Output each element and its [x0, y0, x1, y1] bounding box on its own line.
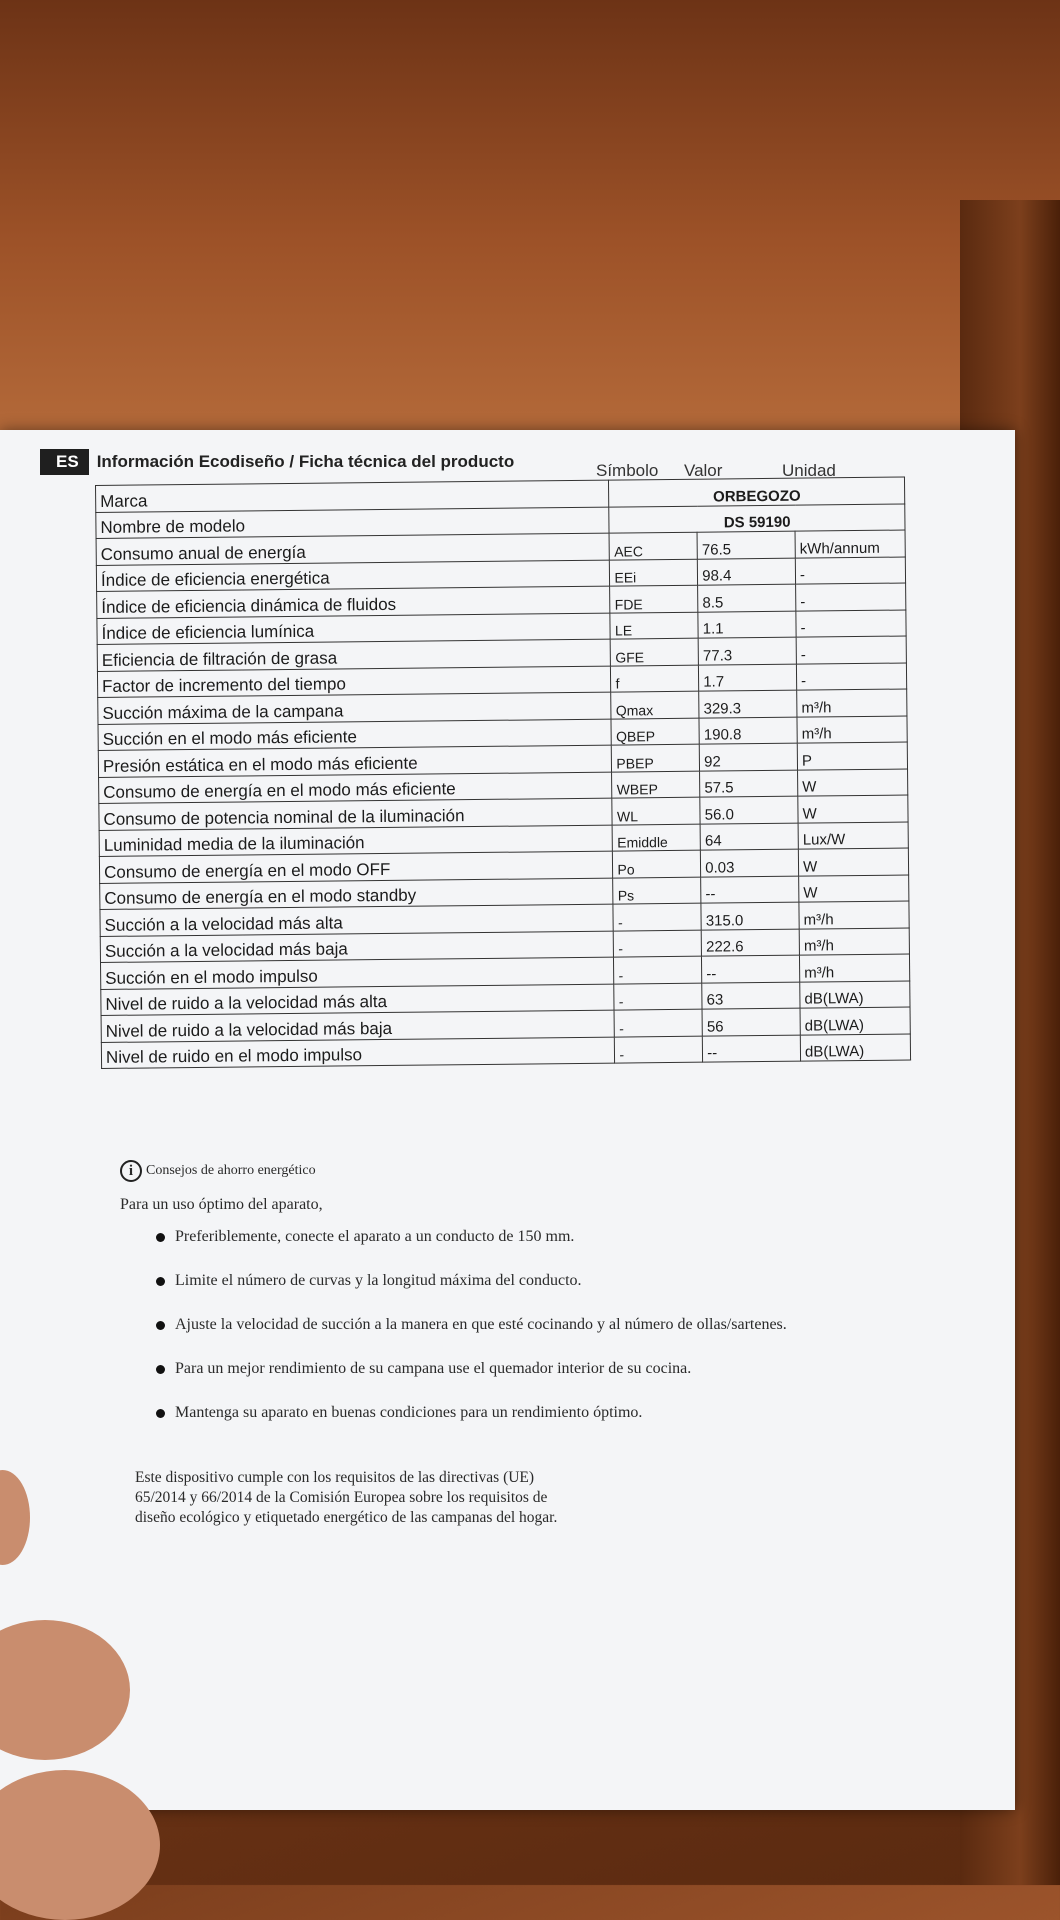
row-value: --: [701, 876, 799, 904]
row-value: 222.6: [701, 929, 799, 957]
row-label: Presión estática en el modo más eficiente: [98, 745, 612, 777]
ecodesign-spec-table: [95, 477, 911, 1069]
row-unit: -: [795, 557, 905, 585]
row-unit: -: [796, 636, 906, 664]
row-unit: dB(LWA): [800, 1007, 910, 1035]
row-unit: W: [798, 848, 908, 876]
row-label: Eficiencia de filtración de grasa: [97, 639, 611, 671]
tip-item: [156, 1272, 880, 1290]
row-label: Nivel de ruido a la velocidad más alta: [101, 984, 615, 1016]
row-value: 56.0: [700, 796, 798, 824]
row-symbol: -: [614, 1009, 702, 1036]
row-symbol: Emiddle: [613, 824, 701, 851]
sheet-title: Información Ecodiseño / Ficha técnica del producto: [96, 452, 515, 471]
row-symbol: Qmax: [611, 691, 699, 718]
row-value: 190.8: [699, 717, 797, 745]
row-symbol: f: [611, 665, 699, 692]
row-symbol: -: [614, 983, 702, 1010]
row-label: Nombre de modelo: [96, 507, 610, 539]
row-value: 57.5: [700, 770, 798, 798]
row-symbol: FDE: [610, 585, 698, 612]
row-value: 1.1: [698, 611, 796, 639]
tips-list: [156, 1228, 880, 1422]
row-value: 0.03: [701, 849, 799, 877]
tip-item: [156, 1360, 880, 1378]
tip-item: [156, 1404, 880, 1422]
row-unit: W: [798, 795, 908, 823]
row-label: Marca: [96, 480, 610, 512]
row-symbol: AEC: [609, 532, 697, 559]
row-symbol: GFE: [611, 638, 699, 665]
row-label: Luminidad media de la iluminación: [99, 825, 613, 857]
compliance-line: Este dispositivo cumple con los requisitos de las directivas (UE): [135, 1469, 535, 1486]
row-symbol: WL: [612, 797, 700, 824]
compliance-line: diseño ecológico y etiquetado energético de las campanas del hogar.: [135, 1509, 558, 1526]
row-symbol: -: [614, 930, 702, 957]
row-unit: m³/h: [799, 927, 909, 955]
row-label: Índice de eficiencia dinámica de fluidos: [97, 586, 611, 618]
row-label: Succión máxima de la campana: [98, 692, 612, 724]
brand-value: ORBEGOZO: [609, 477, 905, 507]
row-label: Índice de eficiencia energética: [96, 560, 610, 592]
column-header-symbol: Símbolo: [596, 461, 659, 480]
row-unit: Lux/W: [798, 822, 908, 850]
model-value: DS 59190: [609, 504, 905, 534]
row-unit: P: [797, 742, 907, 770]
row-symbol: -: [613, 903, 701, 930]
row-symbol: Po: [613, 850, 701, 877]
tip-text: Mantenga su aparato en buenas condiciones para un rendimiento óptimo.: [175, 1404, 643, 1421]
row-value: --: [702, 1035, 800, 1063]
compliance-statement: [135, 1468, 735, 1528]
row-symbol: LE: [610, 612, 698, 639]
row-label: Succión a la velocidad más baja: [100, 931, 614, 963]
wooden-cabinet-background: [0, 0, 1060, 440]
row-label: Succión en el modo impulso: [101, 957, 615, 989]
tip-text: Preferiblemente, conecte el aparato a un conducto de 150 mm.: [175, 1228, 575, 1245]
row-unit: dB(LWA): [800, 980, 910, 1008]
sheet-header: [40, 448, 514, 476]
row-value: 1.7: [699, 664, 797, 692]
row-value: 56: [702, 1008, 800, 1036]
row-unit: m³/h: [799, 954, 909, 982]
row-label: Consumo anual de energía: [96, 533, 610, 565]
column-header-unit: Unidad: [782, 461, 836, 480]
row-unit: -: [796, 610, 906, 638]
row-value: 76.5: [697, 531, 795, 559]
compliance-line: 65/2014 y 66/2014 de la Comisión Europea sobre los requisitos de: [135, 1489, 548, 1506]
row-label: Succión a la velocidad más alta: [100, 904, 614, 936]
row-symbol: Ps: [613, 877, 701, 904]
row-value: 329.3: [699, 690, 797, 718]
row-label: Succión en el modo más eficiente: [98, 719, 612, 751]
row-unit: kWh/annum: [795, 530, 905, 558]
tip-text: Ajuste la velocidad de succión a la manera en que esté cocinando y al número de ollas/sartenes.: [175, 1316, 787, 1333]
row-unit: -: [796, 583, 906, 611]
tip-item: [156, 1316, 880, 1334]
row-label: Consumo de energía en el modo más eficiente: [99, 772, 613, 804]
row-label: Nivel de ruido en el modo impulso: [101, 1037, 615, 1069]
row-label: Índice de eficiencia lumínica: [97, 613, 611, 645]
tips-intro: Para un uso óptimo del aparato,: [120, 1196, 323, 1213]
row-value: 8.5: [698, 584, 796, 612]
energy-saving-tips: [120, 1160, 880, 1448]
row-symbol: -: [614, 956, 702, 983]
row-unit: m³/h: [797, 716, 907, 744]
bullet-icon: [156, 1321, 165, 1330]
row-symbol: QBEP: [611, 718, 699, 745]
bullet-icon: [156, 1365, 165, 1374]
row-label: Nivel de ruido a la velocidad más baja: [101, 1010, 615, 1042]
row-unit: m³/h: [799, 901, 909, 929]
tip-text: Limite el número de curvas y la longitud máxima del conducto.: [175, 1272, 582, 1289]
row-unit: dB(LWA): [800, 1033, 910, 1061]
row-label: Consumo de potencia nominal de la iluminación: [99, 798, 613, 830]
bullet-icon: [156, 1233, 165, 1242]
tips-heading: Consejos de ahorro energético: [146, 1163, 316, 1178]
info-icon: i: [120, 1160, 142, 1182]
row-value: 315.0: [701, 902, 799, 930]
row-unit: W: [798, 769, 908, 797]
column-header-value: Valor: [684, 461, 723, 480]
row-symbol: PBEP: [612, 744, 700, 771]
row-symbol: -: [615, 1036, 703, 1063]
bullet-icon: [156, 1277, 165, 1286]
row-value: 64: [700, 823, 798, 851]
bullet-icon: [156, 1409, 165, 1418]
row-unit: m³/h: [797, 689, 907, 717]
row-label: Factor de incremento del tiempo: [97, 666, 611, 698]
row-unit: -: [796, 663, 906, 691]
row-unit: W: [799, 875, 909, 903]
row-value: 98.4: [697, 558, 795, 586]
tip-text: Para un mejor rendimiento de su campana use el quemador interior de su cocina.: [175, 1360, 692, 1377]
row-value: 63: [702, 982, 800, 1010]
row-value: --: [702, 955, 800, 983]
tip-item: [156, 1228, 880, 1246]
row-label: Consumo de energía en el modo standby: [100, 878, 614, 910]
row-label: Consumo de energía en el modo OFF: [99, 851, 613, 883]
row-value: 92: [699, 743, 797, 771]
row-symbol: WBEP: [612, 771, 700, 798]
language-badge: ES: [40, 449, 89, 475]
row-symbol: EEi: [610, 559, 698, 586]
row-value: 77.3: [698, 637, 796, 665]
